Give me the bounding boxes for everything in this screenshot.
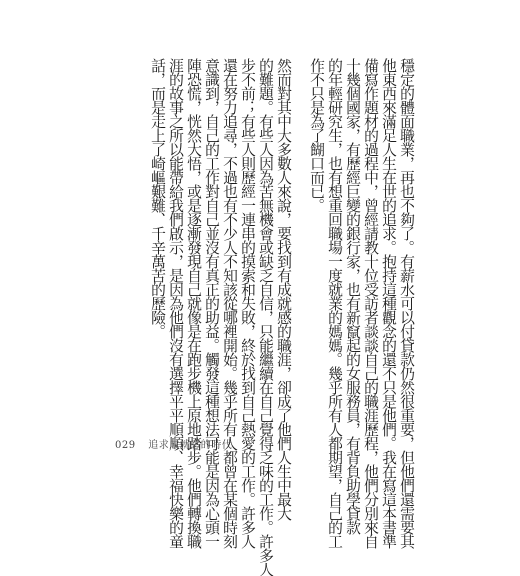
- text-column: 的難題。有些人因為苦無機會或缺乏自信，只能繼續在自己覺得乏味的工作。許多人: [257, 58, 274, 576]
- text-column: 陣恐慌，恍然大悟，或是逐漸發現自己就像是在跑步機上原地踏步。他們轉換職: [185, 58, 202, 548]
- text-column: 作不只是為了餬口而已。: [308, 58, 325, 212]
- text-column: 十幾個國家，有歷經巨變的銀行家，也有新竄起的女服務員，有背負助學貸款: [344, 58, 361, 534]
- text-column: 備寫作題材的過程中，曾經請教十位受訪者談談自己的職涯歷程，他們分別來自: [362, 58, 379, 548]
- text-column: 步不前；有些人則歷經一連串的摸索和失敗，終於找到自己熱愛的工作。許多人: [239, 58, 256, 548]
- text-column: 話，而是走上了崎嶇艱難、千辛萬苦的歷險。: [149, 58, 166, 338]
- text-column: 穩定的體面職業，再也不夠了。有薪水可以付貸款仍然很重要，但他們還需要其: [398, 58, 415, 548]
- running-title: 追求成就感的時代: [148, 440, 233, 451]
- text-column: 的年輕研究生，也有想重回職場一度就業的媽媽。幾乎所有人都期望，自己的工: [326, 58, 343, 548]
- text-column: 他東西來滿足人生在世的追求。抱持這種觀念的還不只是他們。我在寫這本書準: [380, 58, 397, 548]
- text-column: 還在努力追尋，不過也有不少人不知該從哪裡開始。幾乎所有人都曾在某個時刻: [221, 58, 238, 548]
- page-number: 029: [115, 440, 136, 451]
- text-column: 涯的故事之所以能帶給我們啟示，是因為他們沒有選擇平平順順、幸福快樂的童: [167, 58, 184, 548]
- page-footer: [115, 436, 232, 451]
- text-column: 然而對其中大多數人來說，要找到有成就感的職涯，卻成了他們人生中最大: [275, 58, 292, 520]
- text-column: 意識到，自己的工作對自己並沒有真正的助益。觸發這種想法可能是因為心頭一: [203, 58, 220, 548]
